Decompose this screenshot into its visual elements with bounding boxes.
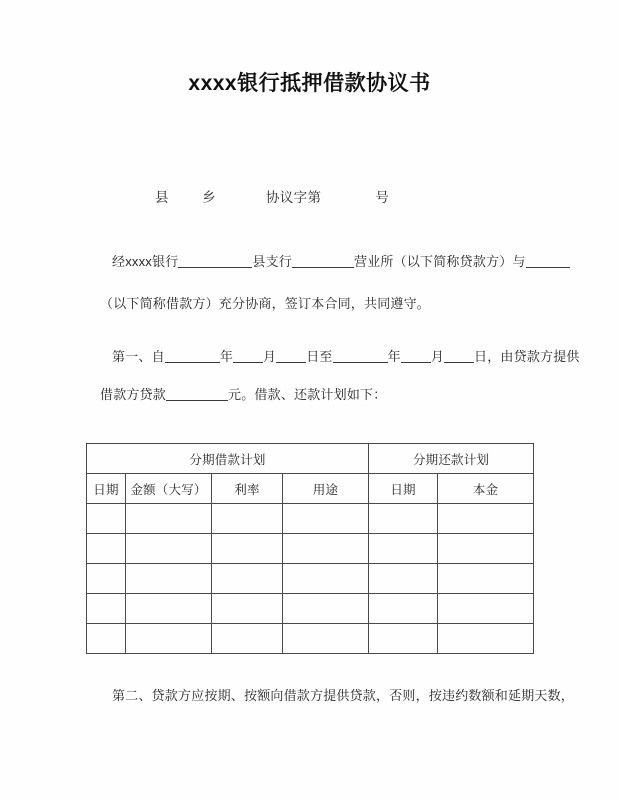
table-cell[interactable] [369, 534, 438, 564]
clause-one-text-segment-6: 月 [430, 349, 445, 364]
blank-field-borrower[interactable] [526, 254, 570, 268]
table-column-header-amount: 金额（大写） [126, 474, 212, 504]
intro-text-segment-1: 经xxxx银行 [112, 254, 179, 269]
page-title: xxxx银行抵押借款协议书 [188, 72, 431, 95]
blank-field-end-year[interactable] [333, 349, 388, 363]
table-cell[interactable] [212, 594, 283, 624]
intro-text-segment-3: 营业所（以下简称贷款方）与 [354, 254, 526, 269]
clause-one-text-segment-4: 日至 [306, 349, 333, 364]
table-group-header-repayment-plan: 分期还款计划 [369, 444, 534, 474]
clause-one-text-segment-5: 年 [387, 349, 401, 364]
table-cell[interactable] [212, 504, 283, 534]
clause-one-text-segment-2: 年 [219, 349, 234, 364]
loan-repayment-plan-table [86, 443, 534, 654]
table-row [87, 534, 534, 564]
table-column-header-principal: 本金 [438, 474, 534, 504]
clause-two-text: 第二、贷款方应按期、按额向借款方提供贷款，否则，按违约数额和延期天数， [112, 688, 575, 703]
table-cell[interactable] [283, 534, 369, 564]
table-cell[interactable] [126, 594, 212, 624]
table-cell[interactable] [283, 624, 369, 654]
table-column-header-loan-date: 日期 [87, 474, 126, 504]
table-cell[interactable] [212, 564, 283, 594]
table-row [87, 564, 534, 594]
clause-one-line-1 [112, 347, 580, 367]
table-body [87, 504, 534, 654]
blank-field-start-month[interactable] [233, 349, 263, 363]
table-group-header-row [87, 444, 534, 474]
blank-field-loan-amount[interactable] [166, 387, 228, 401]
table-cell[interactable] [438, 504, 534, 534]
table-cell[interactable] [369, 504, 438, 534]
clause-one-line-2 [100, 385, 386, 405]
clause-one-text-segment-1: 第一、自 [112, 349, 165, 364]
intro-text-segment-2: 县支行 [252, 254, 293, 269]
table-row [87, 594, 534, 624]
clause-one-text-segment-8: 借款方贷款 [100, 387, 167, 402]
blank-field-end-month[interactable] [401, 349, 431, 363]
table-cell[interactable] [126, 624, 212, 654]
table-cell[interactable] [283, 564, 369, 594]
table-column-header-repay-date: 日期 [369, 474, 438, 504]
table-cell[interactable] [212, 534, 283, 564]
table-row [87, 504, 534, 534]
table-cell[interactable] [126, 564, 212, 594]
table-cell[interactable] [126, 534, 212, 564]
table-column-header-purpose: 用途 [283, 474, 369, 504]
table-cell[interactable] [438, 564, 534, 594]
blank-field-branch[interactable] [292, 254, 354, 268]
blank-field-county[interactable] [178, 254, 252, 268]
table-cell[interactable] [438, 534, 534, 564]
table-cell[interactable] [369, 624, 438, 654]
table-column-header-interest-rate: 利率 [212, 474, 283, 504]
table-cell[interactable] [438, 624, 534, 654]
table-cell[interactable] [87, 564, 126, 594]
intro-paragraph-line-1 [112, 252, 570, 272]
document-reference-line: 县 乡 协议字第 号 [155, 190, 390, 205]
table-cell[interactable] [212, 624, 283, 654]
table-row [87, 624, 534, 654]
table-cell[interactable] [87, 504, 126, 534]
table-cell[interactable] [87, 594, 126, 624]
table-cell[interactable] [283, 504, 369, 534]
table-cell[interactable] [87, 624, 126, 654]
table-group-header-loan-plan: 分期借款计划 [87, 444, 369, 474]
table-cell[interactable] [369, 564, 438, 594]
blank-field-start-year[interactable] [165, 349, 220, 363]
clause-one-text-segment-9: 元。借款、还款计划如下： [228, 387, 387, 402]
clause-one-text-segment-3: 月 [263, 349, 277, 364]
table-cell[interactable] [438, 594, 534, 624]
table-cell[interactable] [369, 594, 438, 624]
clause-one-text-segment-7: 日，由贷款方提供 [474, 349, 580, 364]
blank-field-end-day[interactable] [444, 349, 474, 363]
intro-text-segment-4: （以下简称借款方）充分协商，签订本合同，共同遵守。 [100, 296, 431, 311]
blank-field-start-day[interactable] [276, 349, 306, 363]
table-cell[interactable] [283, 594, 369, 624]
intro-paragraph-line-2 [100, 294, 430, 314]
table-cell[interactable] [126, 504, 212, 534]
clause-two-line-1 [112, 686, 574, 706]
table-cell[interactable] [87, 534, 126, 564]
table-column-header-row [87, 474, 534, 504]
